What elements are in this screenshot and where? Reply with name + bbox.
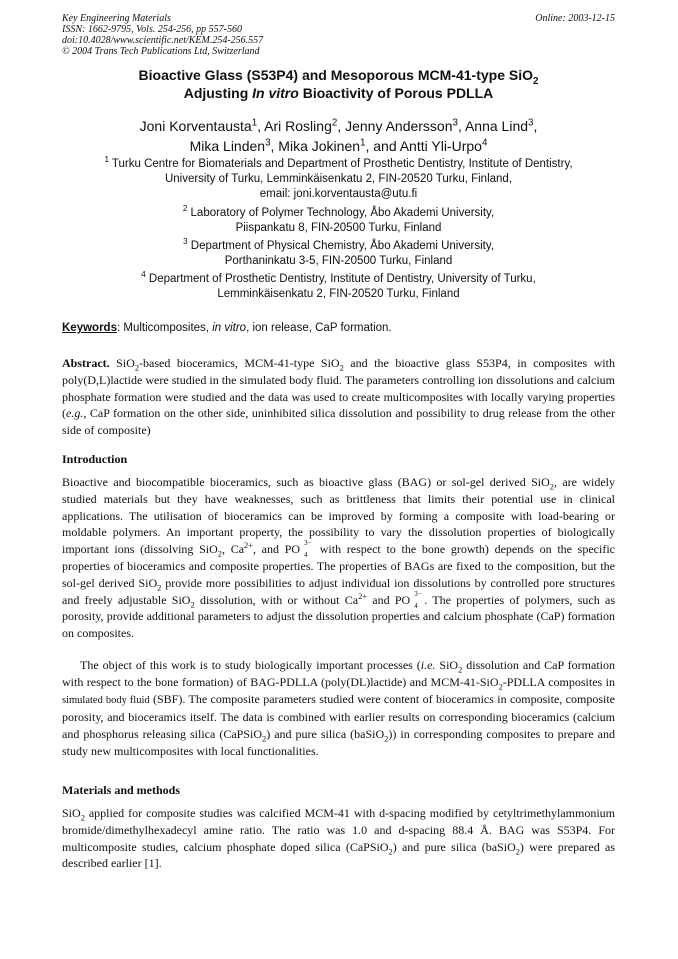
intro-paragraph-1 — [62, 474, 615, 642]
ion-subscript: 4 — [414, 601, 418, 610]
intro-text: provide more possibilities to adjust individual ion dissolutions by controlled pore structures and freely adjustable SiO — [62, 575, 615, 607]
title-line2-pre: Adjusting — [183, 85, 253, 101]
subscript: 2 — [458, 665, 463, 675]
keywords-text: , ion release, CaP formation. — [246, 322, 392, 334]
abstract-text: , CaP formation on the other side, uninhibited silica dissolution and possibility to drug release from the other side of composite) — [62, 406, 615, 438]
paper-title — [62, 66, 615, 102]
author: , Anna Lind — [457, 118, 529, 134]
keywords-text: Multicomposites, — [123, 322, 213, 334]
subscript: 2 — [388, 846, 393, 856]
subscript: 2 — [262, 734, 267, 744]
online-date: Online: 2003-12-15 — [535, 13, 615, 24]
affil-number: 3 — [183, 237, 188, 247]
affil-number: 2 — [182, 204, 188, 214]
intro-text: SiO — [435, 658, 459, 672]
subscript: 2 — [339, 363, 344, 373]
author-affil: 3 — [528, 117, 534, 129]
doi-line: doi:10.4028/www.scientific.net/KEM.254-256.557 — [62, 35, 264, 46]
affil-number: 4 — [141, 270, 146, 280]
author-affil: 1 — [251, 117, 258, 129]
affil-line: Department of Prosthetic Dentistry, Institute of Dentistry, University of Turku, — [145, 273, 536, 285]
affil-line: University of Turku, Lemminkäisenkatu 2, FIN-20520 Turku, Finland, — [164, 173, 513, 185]
subscript: 2 — [80, 813, 85, 823]
author: , and Antti Yli-Urpo — [365, 138, 482, 154]
intro-text: dissolution and CaP formation with respect to the bone formation) of BAG-PDLLA (poly(DL)lactide) and MCM-41-SiO — [62, 658, 615, 689]
author-affil: 2 — [331, 117, 338, 129]
author: , Ari Rosling — [257, 118, 332, 134]
affil-line: Turku Centre for Biomaterials and Department of Prosthetic Dentistry, Institute of Dentistry, — [108, 158, 573, 170]
abstract-text: SiO — [109, 356, 135, 370]
issn-line: ISSN: 1662-9795, Vols. 254-256, pp 557-560 — [62, 24, 242, 35]
intro-text: with respect to the bone growth) depends on the specific properties of bioceramics and composite properties. The properties of BAGs are fixed to the composition, but the sol-gel derived SiO — [62, 542, 615, 590]
intro-text: dissolution, with or without Ca — [194, 592, 359, 607]
affil-line: Piispankatu 8, FIN-20500 Turku, Finland — [235, 222, 442, 234]
intro-text: )) in corresponding composites to prepare and study new multicomposites with local functionalities. — [62, 727, 615, 758]
intro-text: (SBF). The composite parameters studied were content of bioceramics in composite, composite porosity, and bioceramics itself. The data is combined with earlier results on corresponding bioceramics (calcium and phosphorus releasing silica (CaPSiO — [62, 691, 615, 742]
superscript: 2+ — [358, 591, 367, 601]
author-affil: 3 — [452, 117, 458, 129]
methods-text: applied for composite studies was calcified MCM-41 with d-spacing modified by cetyltrimethylammonium bromide/dimethylhexadecyl amine ratio. The ratio was 1.0 and d-spacing 88.4 Å. BAG was S53P4. For multicomposite studies, calcium phosphate doped silica (CaPSiO — [62, 806, 615, 854]
subscript: 2 — [384, 734, 389, 744]
abstract-label: Abstract. — [62, 356, 110, 370]
intro-text: , are widely studied materials but they have weaknesses, such as brittleness that limits their potential use in clinical applications. The utilisation of bioceramics can be improved by forming a composite with load-bearing or moldable polymers. An important property, the possibility to vary the dissolution properties of biologically important ions (dissolving SiO — [62, 475, 616, 557]
intro-text: Bioactive and biocompatible bioceramics, such as bioactive glass (BAG) or sol-gel derived SiO — [62, 475, 550, 489]
section-heading-introduction: Introduction — [62, 452, 128, 466]
author: Joni Korventausta — [139, 118, 252, 134]
abstract — [62, 355, 615, 439]
author: , Mika Jokinen — [270, 138, 361, 154]
intro-paragraph-2 — [62, 657, 615, 760]
affiliation-2 — [62, 206, 615, 236]
affiliation-1 — [62, 157, 615, 202]
title-line1: Bioactive Glass (S53P4) and Mesoporous MCM-41-type SiO — [138, 67, 533, 83]
ion-index — [300, 539, 314, 560]
intro-text: The object of this work is to study biologically important processes ( — [80, 658, 421, 672]
title-line2-post: Bioactivity of Porous PDLLA — [298, 85, 494, 101]
intro-text: . The properties of polymers, such as porosity, provide additional parameters to adjust the dissolution properties and calcium phosphate (CaP) formation on composites. — [62, 592, 615, 641]
title-italic: In vitro — [252, 85, 299, 101]
methods-text: ) and pure silica (baSiO — [392, 839, 516, 854]
author-affil: 1 — [360, 137, 366, 149]
keywords-colon: : — [116, 322, 124, 334]
section-heading-materials-methods: Materials and methods — [62, 783, 180, 797]
abstract-text: and the bioactive glass S53P4, in composites with poly(D,L)lactide were studied in the simulated body fluid. The parameters controlling ion dissolutions and calcium phosphate formation were studied and the data was used to create multicomposites with locally varying properties ( — [62, 356, 615, 421]
subscript: 2 — [217, 549, 222, 559]
intro-text: ) and pure silica (baSiO — [266, 727, 385, 742]
superscript: 2+ — [244, 541, 253, 551]
affil-line: Laboratory of Polymer Technology, Åbo Akademi University, — [187, 207, 495, 219]
subscript: 2 — [190, 599, 195, 609]
keywords-italic: in vitro — [212, 322, 247, 334]
author-list — [62, 116, 615, 156]
ion-charge: 3− — [304, 539, 312, 548]
ion-index — [410, 589, 424, 610]
subscript: 2 — [134, 363, 140, 373]
subscript: 2 — [549, 482, 554, 492]
author: , Jenny Andersson — [337, 118, 453, 134]
intro-text: , Ca — [221, 542, 245, 557]
author-affil: 4 — [481, 137, 488, 149]
intro-italic: i.e. — [420, 658, 436, 672]
keywords — [62, 322, 615, 334]
abstract-italic: e.g. — [66, 406, 84, 421]
copyright-line: © 2004 Trans Tech Publications Ltd, Switzerland — [62, 46, 260, 57]
abstract-text: -based bioceramics, MCM-41-type SiO — [139, 356, 340, 370]
subscript: 2 — [515, 846, 520, 856]
intro-text: -PDLLA composites in — [502, 674, 616, 689]
author-sep: , — [533, 118, 538, 134]
ion-subscript: 4 — [304, 551, 308, 560]
methods-paragraph — [62, 805, 615, 872]
affil-email: email: joni.korventausta@utu.fi — [259, 188, 418, 200]
affiliation-4 — [62, 272, 615, 302]
methods-text: SiO — [62, 806, 81, 820]
journal-name: Key Engineering Materials — [62, 13, 171, 24]
author: Mika Linden — [189, 138, 266, 154]
subscript: 2 — [498, 682, 503, 692]
affil-line: Lemminkäisenkatu 2, FIN-20520 Turku, Finland — [217, 288, 460, 300]
methods-text: ) were prepared as described earlier [1]. — [62, 839, 615, 871]
intro-small-text: simulated body fluid — [62, 694, 150, 706]
subscript: 2 — [157, 583, 162, 593]
affil-number: 1 — [104, 155, 109, 165]
ion-charge: 3− — [414, 589, 422, 598]
intro-text: and PO — [367, 592, 411, 607]
affiliation-3 — [62, 239, 615, 269]
title-sub: 2 — [532, 75, 539, 87]
author-affil: 3 — [265, 137, 271, 149]
affil-line: Porthaninkatu 3-5, FIN-20500 Turku, Finland — [224, 255, 453, 267]
journal-header — [62, 13, 615, 57]
affil-line: Department of Physical Chemistry, Åbo Akademi University, — [187, 240, 494, 252]
intro-text: , and PO — [252, 542, 301, 557]
keywords-label: Keywords — [62, 322, 117, 334]
